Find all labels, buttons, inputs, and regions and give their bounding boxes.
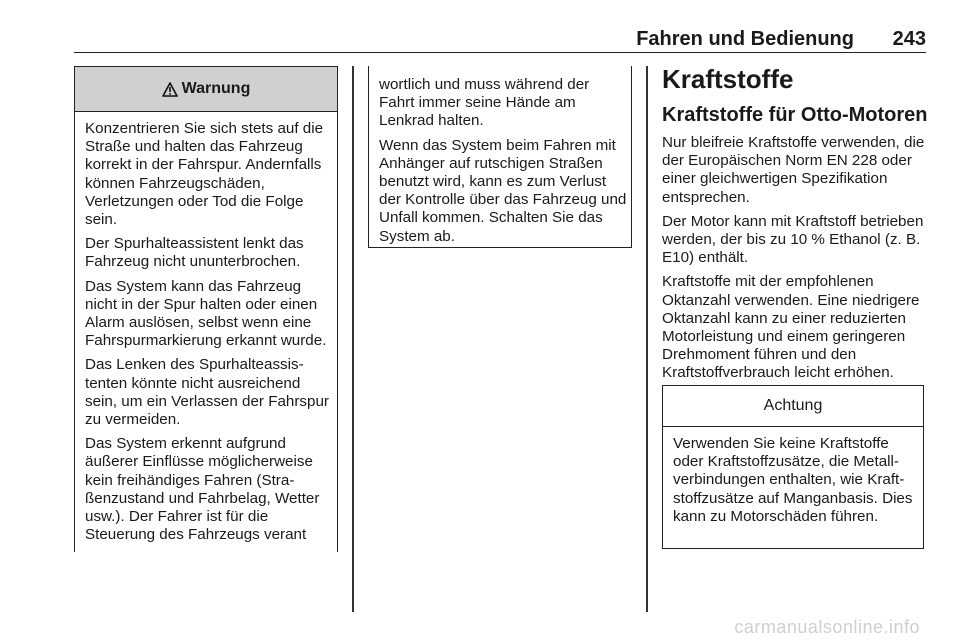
caution-header	[663, 386, 923, 427]
warning-paragraph: Das System erkennt aufgrund äußerer Einflüsse möglicherweise kein freihändiges Fahren (Straßenzustand und Fahrbelag, Wetter usw.). Der Fahrer ist für die Steuerung des Fahrzeugs verant	[85, 435, 320, 544]
warning-paragraph: Der Spurhalteassistent lenkt das Fahrzeug nicht ununterbrochen.	[85, 235, 304, 271]
warning-paragraph: Konzentrieren Sie sich stets auf die Straße und halten das Fahrzeug korrekt in der Fahrspur. Andernfalls können Fahrzeugschäden, Verletzungen oder Tod die Folge sein.	[85, 120, 324, 229]
page-header	[74, 28, 926, 53]
section-paragraph: Kraftstoffe mit der empfohlenen Oktanzahl verwenden. Eine niedrigere Oktanzahl kann zu einer reduzierten Motorleistung und einem geringeren Drehmoment führen und den Kraftstoffverbrauch leicht erhöhen.	[662, 273, 920, 382]
section-paragraph: Der Motor kann mit Kraftstoff betrieben werden, der bis zu 10 % Ethanol (z. B. E10) enthält.	[662, 212, 924, 267]
caution-text: Verwenden Sie keine Kraftstoffe oder Kraftstoffzusätze, die Metallverbindungen enthalten, wie Kraftstoffzusätze auf Manganbasis. Dies kann zu Motorschäden führen.	[673, 435, 913, 525]
section-heading: Kraftstoffe	[662, 64, 794, 94]
warning-paragraph: Das Lenken des Spurhalteassistenten könnte nicht ausreichend sein, um ein Verlassen der Fahrspur zu vermeiden.	[85, 356, 329, 429]
warning-box	[74, 66, 338, 552]
section-subheading: Kraftstoffe für Otto-Motoren	[662, 104, 928, 126]
warning-continuation-box	[368, 66, 632, 248]
warning-paragraph: wortlich und muss während der Fahrt immer seine Hände am Lenkrad halten.	[379, 76, 590, 130]
warning-body	[75, 112, 337, 544]
warning-title: Warnung	[181, 80, 251, 97]
warning-header	[75, 67, 337, 112]
warning-continuation-body	[369, 66, 631, 246]
caution-box	[662, 385, 924, 549]
caution-title: Achtung	[763, 397, 823, 414]
header-title: Fahren und Bedienung	[636, 28, 854, 50]
caution-body	[663, 427, 923, 526]
column-divider-right	[646, 66, 648, 612]
warning-paragraph: Wenn das System beim Fahren mit Anhänger auf rutschigen Straßen benutzt wird, kann es zum Verlust der Kontrolle über das Fahrzeug und Unfall kommen. Schalten Sie das System ab.	[379, 136, 627, 245]
section-paragraph: Nur bleifreie Kraftstoffe verwenden, die der Europäischen Norm EN 228 oder einer gleichwertigen Spezifikation entsprechen.	[662, 134, 925, 206]
warning-paragraph: Das System kann das Fahrzeug nicht in der Spur halten oder einen Alarm auslösen, selbst wenn eine Fahrspurmarkierung erkannt wurde.	[85, 277, 327, 350]
section-body	[662, 134, 928, 389]
warning-triangle-icon	[162, 82, 178, 97]
page-number: 243	[892, 28, 926, 50]
watermark: carmanualsonline.info	[734, 617, 920, 637]
column-divider-left	[352, 66, 354, 612]
